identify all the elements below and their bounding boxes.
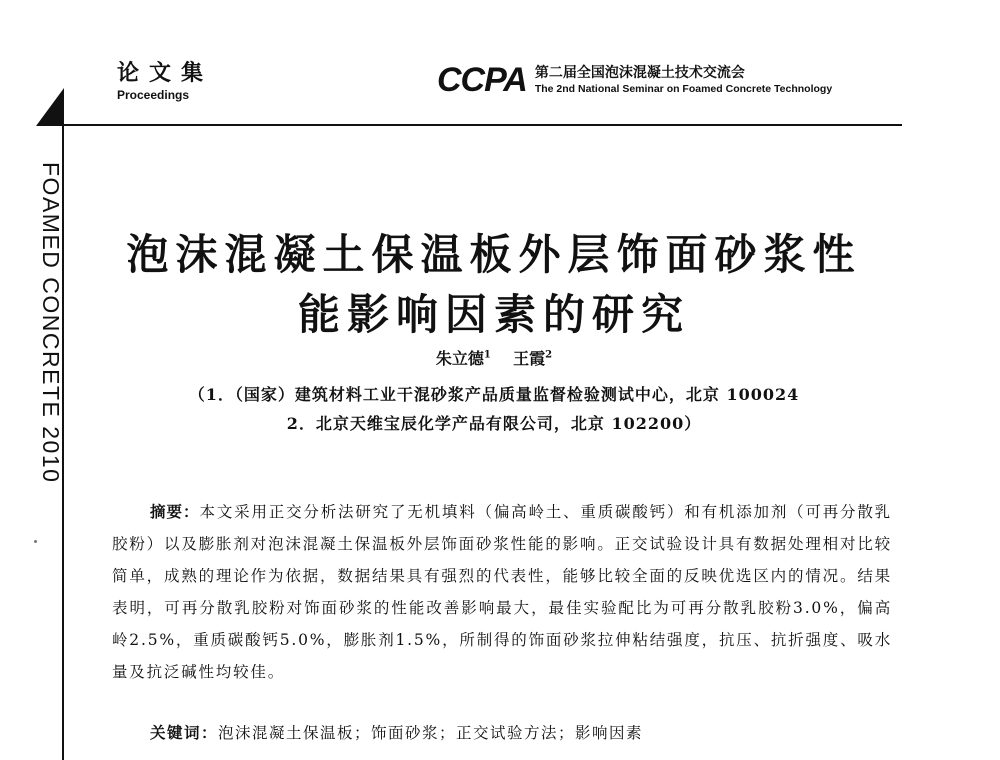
keywords-text: 泡沫混凝土保温板；饰面砂浆；正交试验方法；影响因素 [218, 724, 644, 742]
author-1: 朱立德 [435, 349, 484, 368]
keywords [150, 721, 643, 743]
author-1-sup: 1 [483, 349, 491, 361]
seminar-header [437, 62, 832, 98]
paper-title-line1: 泡沫混凝土保温板外层饰面砂浆性 [126, 230, 862, 279]
affiliation-1: （1．（国家）建筑材料工业干混砂浆产品质量监督检验测试中心，北京 100024 [188, 385, 800, 404]
paper-title-line2: 能影响因素的研究 [297, 290, 690, 339]
seminar-title-cn: 第二届全国泡沫混凝土技术交流会 [534, 65, 745, 81]
header-rule [62, 124, 902, 126]
proceedings-label [117, 62, 213, 102]
seminar-title-en: The 2nd National Seminar on Foamed Concrete Technology [534, 83, 833, 95]
abstract-label: 摘要： [150, 502, 200, 521]
abstract [112, 496, 892, 688]
corner-triangle [36, 88, 64, 126]
author-2: 王霞 [513, 349, 546, 368]
ccpa-logo: CCPA [437, 61, 527, 99]
side-journal-label: FOAMED CONCRETE 2010 [38, 162, 64, 484]
keywords-label: 关键词： [150, 723, 219, 742]
author-2-sup: 2 [545, 349, 553, 361]
margin-dot [34, 540, 37, 543]
affiliation-2: 2．北京天维宝辰化学产品有限公司，北京 102200） [286, 414, 702, 433]
authors [64, 346, 924, 369]
proceedings-en: Proceedings [117, 88, 190, 102]
proceedings-cn: 论文集 [117, 61, 214, 86]
abstract-text: 本文采用正交分析法研究了无机填料（偏高岭土、重质碳酸钙）和有机添加剂（可再分散乳胶粉）以及膨胀剂对泡沫混凝土保温板外层饰面砂浆性能的影响。正交试验设计具有数据处理相对比较简单，成熟的理论作为依据，数据结果具有强烈的代表性，能够比较全面的反映优选区内的情况。结果表明，可再分散乳胶粉对饰面砂浆的性能改善影响最大，最佳实验配比为可再分散乳胶粉3.0%，偏高岭2.5%，重质碳酸钙5.0%，膨胀剂1.5%，所制得的饰面砂浆拉伸粘结强度，抗压、抗折强度、吸水量及抗泛碱性均较佳。 [112, 503, 892, 681]
